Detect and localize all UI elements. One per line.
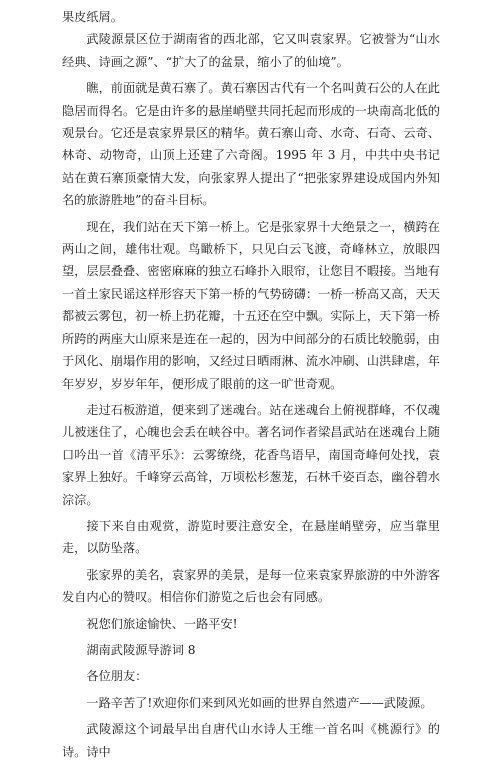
paragraph-farewell: 祝您们旅途愉快、一路平安! — [86, 616, 238, 631]
paragraph-fragment-end: 果皮纸屑。 — [62, 10, 123, 24]
paragraph-safety-notice: 接下来自由观赏，游览时要注意安全，在悬崖峭壁旁，应当靠里走，以防坠落。 — [62, 518, 440, 556]
paragraph-wulingyuan-intro: 武陵源景区位于湖南省的西北部，它又叫袁家界。它被誉为“山水经典、诗画之源”、“扩大了的盆景，缩小了的仙境”。 — [62, 32, 440, 69]
paragraph-huangshizhai: 瞧，前面就是黄石寨了。黄石寨因古代有一个名叫黄石公的人在此隐居而得名。它是由许多的悬崖峭壁共同托起而形成的一块南高北低的观景台。它还是袁家界景区的精华。黄石寨山奇、水奇、石奇、云奇、林奇、动物奇，山顶上还建了六奇阁。1995 年 3 月，中共中央书记站在黄石寨顶豪情大发，向张家界人提出了“把张家界建设成国内外知名的旅游胜地”的奋斗目标。 — [62, 81, 440, 208]
document-body — [62, 6, 440, 763]
paragraph-first-bridge: 现在，我们站在天下第一桥上。它是张家界十大绝景之一，横跨在两山之间，雄伟壮观。鸟瞰桥下，只见白云飞渡，奇峰林立，放眼四望，层层叠叠、密密麻麻的独立石峰扑入眼帘，让您目不暇接。当地有一首土家民谣这样形容天下第一桥的气势磅礴：一桥一桥高又高，天天都被云雾包，初一桥上扔花瓣，十五还在空中飘。实际上，天下第一桥所跨的两座大山原来是连在一起的，因为中间部分的石质比较脆弱，由于风化、崩塌作用的影响，又经过日晒雨淋、流水冲刷、山洪肆虐，年年岁岁，岁岁年年，便形成了眼前的这一旷世奇观。 — [62, 219, 440, 391]
section-heading: 湖南武陵源导游词 8 — [86, 642, 196, 657]
paragraph-name-origin: 武陵源这个词最早出自唐代山水诗人王维一首名叫《桃源行》的诗。诗中 — [62, 722, 440, 759]
paragraph-mihuntai: 走过石板游道，便来到了迷魂台。站在迷魂台上俯视群峰，不仅魂儿被迷住了，心魄也会丢在峡谷中。著名词作者梁昌武站在迷魂台上随口吟出一首《清平乐》：云雾缭绕，花香鸟语早，南国奇峰何处找，袁家界上独好。千峰穿云高耸，万顷松杉葱茏，石林千姿百态，幽谷碧水淙淙。 — [62, 402, 440, 507]
paragraph-welcome: 一路辛苦了!欢迎你们来到风光如画的世界自然遗产——武陵源。 — [86, 695, 433, 710]
paragraph-praise: 张家界的美名，袁家界的美景，是每一位来袁家界旅游的中外游客发自内心的赞叹。相信你们游览之后也会有同感。 — [62, 567, 440, 605]
paragraph-greeting: 各位朋友： — [86, 669, 148, 684]
